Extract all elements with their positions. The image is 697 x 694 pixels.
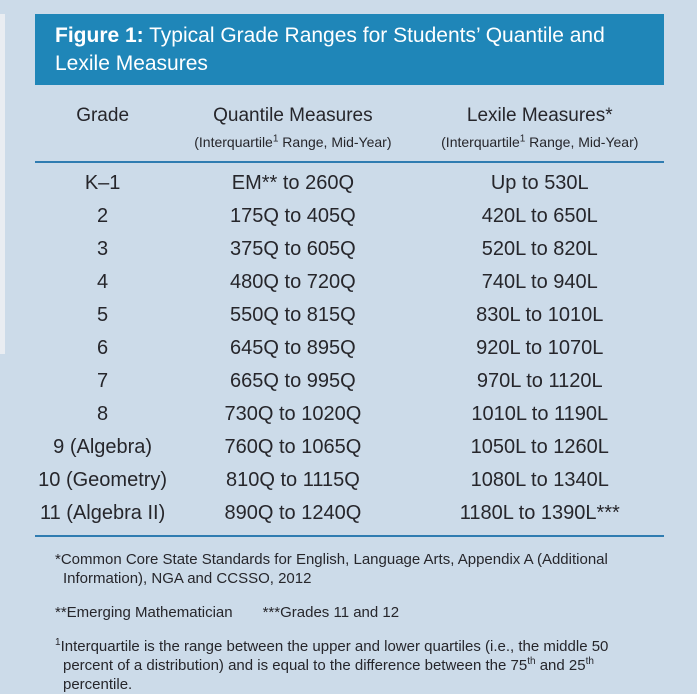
table-row <box>35 464 664 497</box>
grade-header-label: Grade <box>76 105 130 126</box>
footnote-ccss: *Common Core State Standards for English, Language Arts, Appendix A (Additional Information), NGA and CCSSO, 2012 <box>55 551 608 587</box>
footnote-1-superscript: 1 <box>55 637 61 648</box>
quantile-cell: 665Q to 995Q <box>230 370 356 392</box>
grade-cell: 2 <box>97 205 109 227</box>
page-left-edge <box>0 14 5 354</box>
lexile-subheader-suffix: Range, Mid-Year) <box>525 134 639 150</box>
quantile-subheader <box>170 134 415 150</box>
quantile-cell: 730Q to 1020Q <box>224 403 362 425</box>
footnotes <box>55 550 638 694</box>
table-row <box>35 365 664 398</box>
lexile-subheader-prefix: (Interquartile <box>441 134 520 150</box>
grade-cell: 8 <box>97 403 109 425</box>
grade-cell: 9 (Algebra) <box>53 436 153 458</box>
lexile-cell: 520L to 820L <box>481 238 598 260</box>
grade-cell: 7 <box>97 370 109 392</box>
lexile-cell: 970L to 1120L <box>476 370 603 392</box>
column-header-lexile <box>416 85 664 162</box>
lexile-cell: 1010L to 1190L <box>471 403 609 425</box>
quantile-cell: 890Q to 1240Q <box>224 502 362 524</box>
lexile-cell: 830L to 1010L <box>476 304 604 326</box>
grade-measures-table <box>35 85 664 537</box>
column-header-quantile <box>170 85 415 162</box>
25th-superscript: th <box>585 656 594 667</box>
quantile-cell: 810Q to 1115Q <box>225 469 360 491</box>
footnote-interquartile-text-1: Interquartile is the range between the upper and lower quartiles (i.e., the middle 50 percent of a distribution) and is equal to the difference between the 75 <box>60 638 609 674</box>
table-row <box>35 200 664 233</box>
footnote-symbols <box>55 603 638 622</box>
quantile-cell: 175Q to 405Q <box>230 205 356 227</box>
table-row <box>35 431 664 464</box>
lexile-subheader <box>416 134 664 150</box>
quantile-cell: 550Q to 815Q <box>230 304 356 326</box>
table-row <box>35 497 664 536</box>
grade-table-body <box>35 162 664 536</box>
grade-cell: 5 <box>97 304 109 326</box>
column-header-grade <box>35 85 170 162</box>
table-row <box>35 266 664 299</box>
figure-content <box>35 85 664 694</box>
table-row <box>35 299 664 332</box>
table-row <box>35 233 664 266</box>
grade-cell: 10 (Geometry) <box>38 469 168 491</box>
table-row <box>35 162 664 200</box>
lexile-cell: 1050L to 1260L <box>470 436 609 458</box>
footnote-interquartile-text-3: percentile. <box>63 676 133 693</box>
figure-title-text: Typical Grade Ranges for Students’ Quantile and Lexile Measures <box>55 24 605 75</box>
figure-title-bar <box>35 14 664 85</box>
lexile-cell: 1080L to 1340L <box>470 469 609 491</box>
table-row <box>35 332 664 365</box>
table-header <box>35 85 664 162</box>
table-row <box>35 398 664 431</box>
grade-cell: 4 <box>97 271 109 293</box>
footnote-interquartile-text-2: and 25 <box>535 657 586 674</box>
figure-label: Figure 1: <box>55 24 144 47</box>
footnote-interquartile <box>55 637 638 694</box>
lexile-cell: 420L to 650L <box>481 205 598 227</box>
quantile-cell: EM** to 260Q <box>231 172 355 194</box>
footnote-grades-11-12: ***Grades 11 and 12 <box>262 604 400 621</box>
quantile-subheader-prefix: (Interquartile <box>194 134 273 150</box>
quantile-cell: 645Q to 895Q <box>230 337 356 359</box>
footnote-emerging-mathematician: **Emerging Mathematician <box>55 604 233 621</box>
75th-superscript: th <box>527 656 536 667</box>
quantile-header-label: Quantile Measures <box>213 105 373 126</box>
quantile-cell: 760Q to 1065Q <box>224 436 362 458</box>
grade-cell: K–1 <box>84 172 121 194</box>
interquartile-superscript: 1 <box>272 133 279 145</box>
grade-cell: 11 (Algebra II) <box>39 502 166 524</box>
grade-cell: 3 <box>97 238 109 260</box>
interquartile-superscript: 1 <box>519 133 526 145</box>
quantile-cell: 480Q to 720Q <box>230 271 356 293</box>
grade-cell: 6 <box>97 337 109 359</box>
lexile-header-label: Lexile Measures* <box>466 105 613 126</box>
lexile-cell: Up to 530L <box>490 172 589 194</box>
lexile-cell: 740L to 940L <box>481 271 598 293</box>
lexile-cell: 920L to 1070L <box>476 337 604 359</box>
lexile-cell: 1180L to 1390L*** <box>459 502 620 524</box>
quantile-subheader-suffix: Range, Mid-Year) <box>278 134 392 150</box>
quantile-cell: 375Q to 605Q <box>230 238 356 260</box>
